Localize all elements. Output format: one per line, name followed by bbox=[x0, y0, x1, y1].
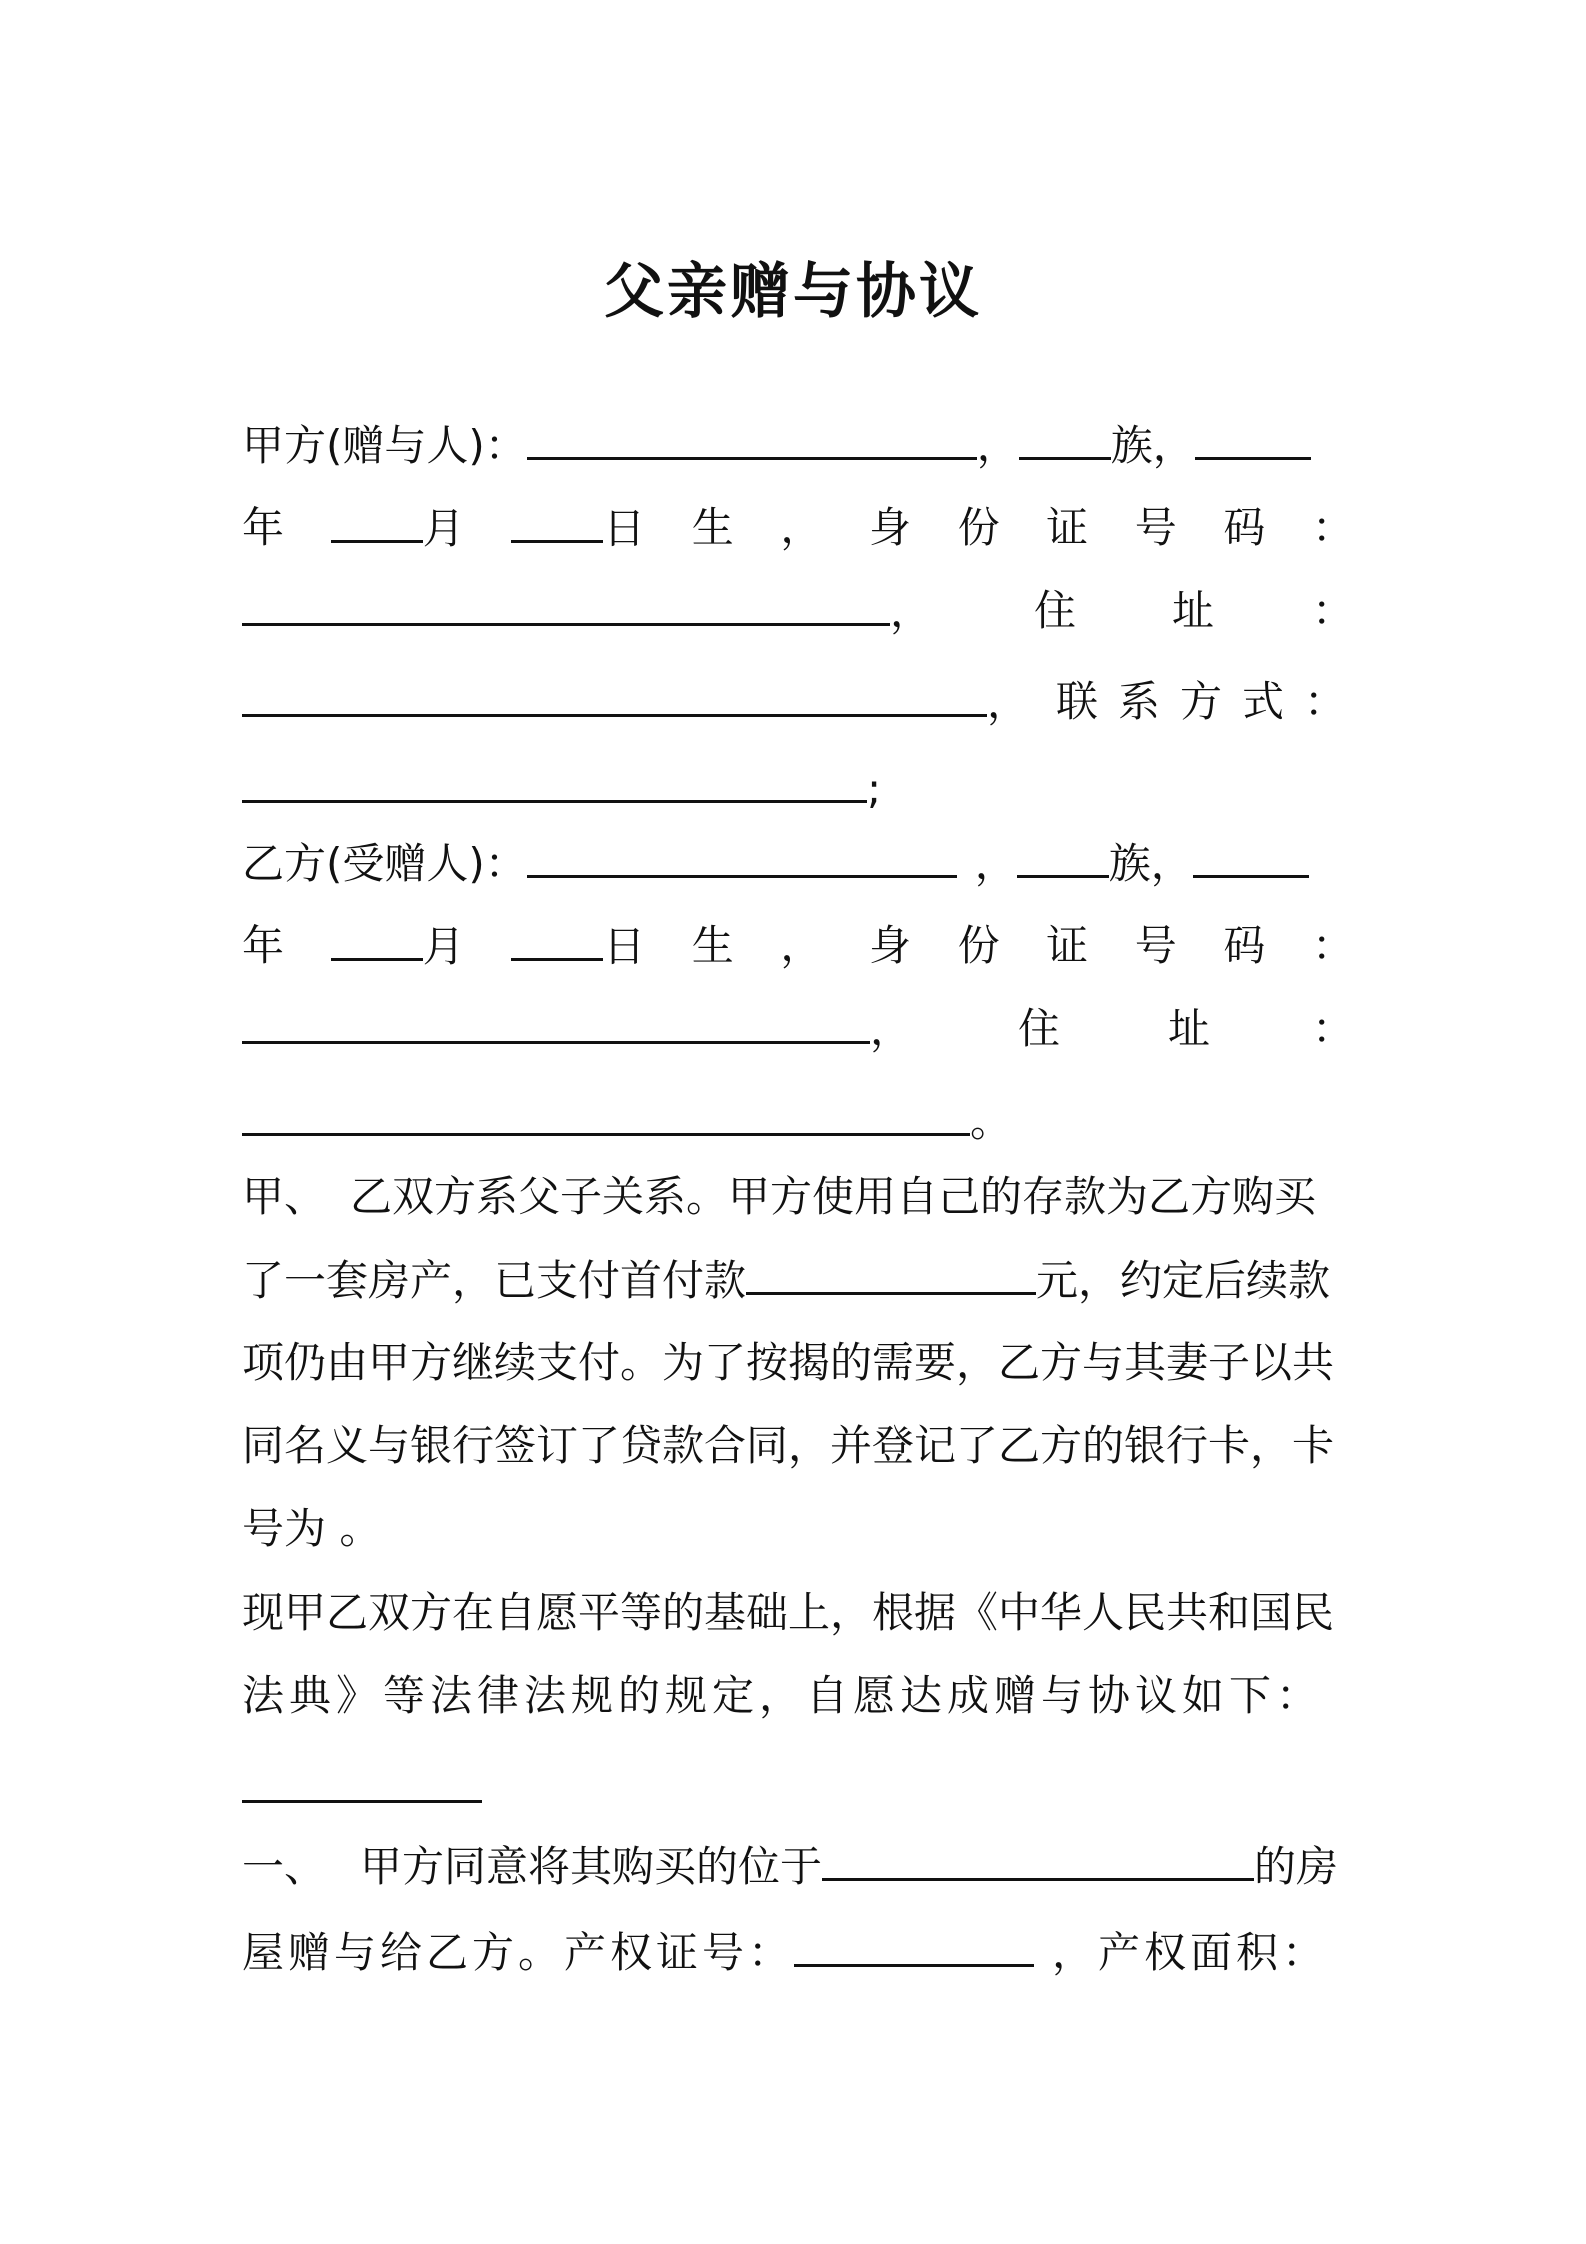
body-text: 号为 。 bbox=[242, 1504, 382, 1553]
body-line-4 bbox=[242, 1418, 1354, 1474]
party-a-id-line bbox=[242, 583, 1354, 640]
body-line-8 bbox=[242, 1760, 1354, 1817]
party-a-contact-blank bbox=[242, 760, 867, 803]
address-label-char: 住 bbox=[1034, 586, 1077, 635]
party-b-label: 乙方(受赠人)： bbox=[242, 839, 527, 888]
party-b-ethnic-label: 族， bbox=[1108, 839, 1193, 888]
body-line-7 bbox=[242, 1668, 1354, 1724]
party-b-ethnic-blank bbox=[1017, 835, 1109, 878]
address-label-char: ： bbox=[1312, 1004, 1355, 1053]
body-line-2 bbox=[242, 1252, 1354, 1309]
id-label-char: 身 bbox=[868, 503, 911, 552]
id-label-char: 份 bbox=[957, 503, 1000, 552]
party-a-contact-label: 联系方式： bbox=[1056, 677, 1367, 726]
comma: ， bbox=[890, 587, 933, 636]
body-text: 法典》等法律法规的规定，自愿达成赠与协议如下： bbox=[242, 1671, 1324, 1720]
comma: ， bbox=[974, 839, 1017, 888]
id-label-char: 号 bbox=[1134, 503, 1177, 552]
comma: ， bbox=[976, 421, 1019, 470]
party-a-semicolon: ; bbox=[867, 764, 882, 813]
id-label-char: 证 bbox=[1046, 921, 1089, 970]
property-cert-blank bbox=[794, 1924, 1034, 1967]
body-text: 甲、 bbox=[242, 1172, 327, 1221]
party-b-month-blank bbox=[331, 918, 423, 961]
clause-1-line-1 bbox=[242, 1838, 1354, 1895]
body-text: 元，约定后续款 bbox=[1036, 1256, 1331, 1305]
party-b-day-label: 日 bbox=[603, 922, 646, 971]
body-line-3 bbox=[242, 1335, 1354, 1391]
party-a-year-blank bbox=[1195, 417, 1311, 460]
party-b-year-label: 年 bbox=[242, 921, 285, 970]
body-text: 了一套房产，已支付首付款 bbox=[242, 1256, 747, 1305]
party-a-born-label: 生 bbox=[691, 503, 734, 552]
id-label-char: 码 bbox=[1223, 503, 1266, 552]
id-label-char: 号 bbox=[1134, 921, 1177, 970]
comma: ， bbox=[780, 503, 823, 552]
address-label-char: 住 bbox=[1018, 1004, 1061, 1053]
clause-1-line-2 bbox=[242, 1924, 1354, 1981]
body-text: 甲方同意将其购买的位于 bbox=[360, 1842, 823, 1891]
id-label-char: ： bbox=[1311, 921, 1354, 970]
party-b-year-blank bbox=[1193, 835, 1309, 878]
party-a-ethnic-blank bbox=[1019, 417, 1111, 460]
clause-number: 一、 bbox=[242, 1842, 327, 1891]
body-text: ，产权面积： bbox=[1052, 1928, 1329, 1977]
party-a-year-label: 年 bbox=[242, 503, 285, 552]
party-a-name-line bbox=[242, 417, 1354, 474]
address-label-char: 址 bbox=[1172, 586, 1215, 635]
id-label-char: 码 bbox=[1223, 921, 1266, 970]
party-a-address-blank bbox=[242, 674, 987, 717]
party-a-day-blank bbox=[511, 500, 603, 543]
body-text: 现甲乙双方在自愿平等的基础上，根据《中华人民共和国民 bbox=[242, 1588, 1335, 1637]
party-a-birth-line bbox=[242, 500, 1354, 557]
comma: ， bbox=[987, 678, 1030, 727]
party-b-id-blank bbox=[242, 1001, 870, 1044]
party-b-birth-line bbox=[242, 918, 1354, 975]
body-text: 的房 bbox=[1254, 1842, 1339, 1891]
id-label-char: 身 bbox=[868, 921, 911, 970]
body-line-6 bbox=[242, 1585, 1354, 1641]
body-line-5 bbox=[242, 1501, 1354, 1557]
document-title: 父亲赠与协议 bbox=[604, 257, 982, 327]
party-a-id-blank bbox=[242, 583, 890, 626]
address-label-char: 址 bbox=[1168, 1004, 1211, 1053]
party-a-address-line bbox=[242, 674, 1367, 731]
party-a-day-label: 日 bbox=[603, 504, 646, 553]
party-b-id-line bbox=[242, 1001, 1354, 1058]
body-text: 屋赠与给乙方。产权证号： bbox=[242, 1928, 795, 1977]
party-b-name-blank bbox=[527, 835, 957, 878]
party-b-name-line bbox=[242, 835, 1354, 892]
body-text: 项仍由甲方继续支付。为了按揭的需要，乙方与其妻子以共 bbox=[242, 1338, 1335, 1387]
agreement-blank bbox=[242, 1760, 482, 1803]
comma: ， bbox=[870, 1005, 913, 1054]
party-a-month-label: 月 bbox=[422, 504, 465, 553]
party-a-ethnic-label: 族， bbox=[1110, 421, 1195, 470]
property-location-blank bbox=[822, 1838, 1254, 1881]
body-text: 乙双方系父子关系。甲方使用自己的存款为乙方购买 bbox=[350, 1172, 1317, 1221]
party-b-address-line bbox=[242, 1093, 1354, 1150]
down-payment-blank bbox=[746, 1252, 1036, 1295]
party-a-label: 甲方(赠与人)： bbox=[242, 421, 527, 470]
party-a-contact-line bbox=[242, 760, 1354, 817]
id-label-char: ： bbox=[1311, 503, 1354, 552]
id-label-char: 份 bbox=[957, 921, 1000, 970]
address-label-char: ： bbox=[1312, 586, 1355, 635]
id-label-char: 证 bbox=[1046, 503, 1089, 552]
party-b-period: 。 bbox=[970, 1097, 1013, 1146]
comma: ， bbox=[780, 921, 823, 970]
party-b-born-label: 生 bbox=[691, 921, 734, 970]
body-line-1 bbox=[242, 1169, 1354, 1225]
party-a-name-blank bbox=[527, 417, 977, 460]
party-b-day-blank bbox=[511, 918, 603, 961]
party-a-month-blank bbox=[331, 500, 423, 543]
party-b-address-blank bbox=[242, 1093, 970, 1136]
party-b-month-label: 月 bbox=[422, 922, 465, 971]
body-text: 同名义与银行签订了贷款合同，并登记了乙方的银行卡，卡 bbox=[242, 1421, 1335, 1470]
